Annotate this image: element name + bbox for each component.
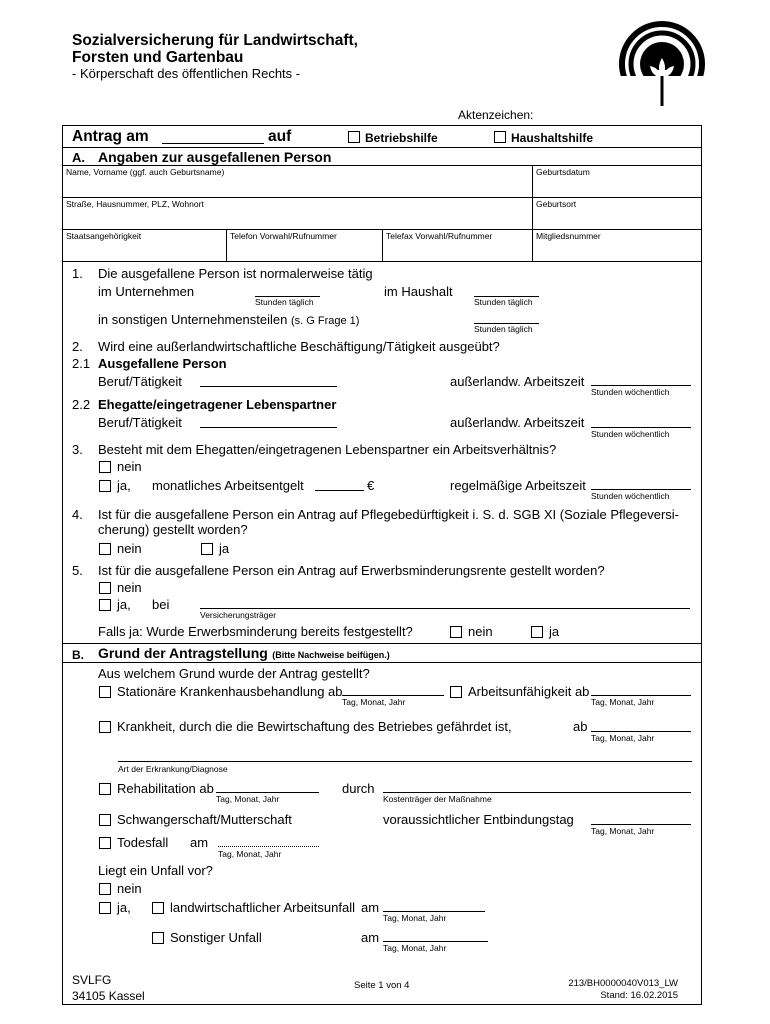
tag-monat-jahr-label: Tag, Monat, Jahr	[591, 733, 655, 743]
q22-number: 2.2	[72, 397, 91, 412]
q4-number: 4.	[72, 507, 83, 522]
q4-ja-checkbox[interactable]	[201, 543, 213, 555]
arbeitsunf-label: Arbeitsunfähigkeit ab	[468, 684, 590, 699]
sonst-unfall-date-field[interactable]	[383, 941, 488, 942]
q3-ja-label: ja,	[117, 478, 131, 493]
q4-ja-label: ja	[219, 541, 230, 556]
krankheit-checkbox[interactable]	[99, 721, 111, 733]
q21-arbeitszeit-label: außerlandw. Arbeitszeit	[450, 374, 585, 389]
telefon-field[interactable]	[226, 229, 382, 261]
section-a-letter: A.	[72, 150, 85, 165]
q1-sonstige-note: (s. G Frage 1)	[290, 315, 360, 327]
stunden-taeglich-label: Stunden täglich	[474, 297, 533, 307]
todesfall-checkbox[interactable]	[99, 837, 111, 849]
q3-nein-label: nein	[117, 459, 142, 474]
q5-falls-nein-label: nein	[468, 624, 493, 639]
entbindung-date-field[interactable]	[591, 824, 691, 825]
q5-ja-checkbox[interactable]	[99, 599, 111, 611]
name-field-label: Name, Vorname (ggf. auch Geburtsname)	[66, 167, 225, 177]
lw-unfall-label: landwirtschaftlicher Arbeitsunfall	[170, 900, 355, 915]
q3-regel-field[interactable]	[591, 489, 691, 490]
schwanger-checkbox[interactable]	[99, 814, 111, 826]
strasse-label: Straße, Hausnummer, PLZ, Wohnort	[66, 199, 204, 209]
unfall-ja-label: ja,	[117, 900, 131, 915]
mitglied-field[interactable]	[532, 229, 702, 261]
q5-falls-text: Falls ja: Wurde Erwerbsminderung bereits festgestellt?	[98, 624, 413, 639]
unfall-question: Liegt ein Unfall vor?	[98, 863, 213, 878]
q5-nein-checkbox[interactable]	[99, 582, 111, 594]
q21-heading: Ausgefallene Person	[98, 356, 227, 371]
q2-text: Wird eine außerlandwirtschaftliche Beschäftigung/Tätigkeit ausgeübt?	[98, 339, 500, 354]
todesfall-date-field[interactable]	[218, 846, 319, 847]
unfall-ja-checkbox[interactable]	[99, 902, 111, 914]
q5-nein-label: nein	[117, 580, 142, 595]
q3-text: Besteht mit dem Ehegatten/eingetragenen Lebenspartner ein Arbeitsverhältnis?	[98, 442, 557, 457]
tag-monat-jahr-label: Tag, Monat, Jahr	[216, 794, 280, 804]
telefax-field[interactable]	[382, 229, 532, 261]
q5-ja-label: ja,	[117, 597, 131, 612]
krankheit-date-field[interactable]	[591, 731, 691, 732]
schwanger-label: Schwangerschaft/Mutterschaft	[117, 812, 292, 827]
antrag-date-field[interactable]	[162, 143, 264, 144]
reha-label: Rehabilitation ab	[117, 781, 214, 796]
sonst-unfall-am-label: am	[361, 930, 380, 945]
q5-falls-ja-label: ja	[549, 624, 560, 639]
q5-bei-label: bei	[152, 597, 170, 612]
antrag-am-label: Antrag am	[72, 128, 149, 145]
q21-arbeitszeit-field[interactable]	[591, 385, 691, 386]
q22-heading: Ehegatte/eingetragener Lebenspartner	[98, 397, 337, 412]
q21-number: 2.1	[72, 356, 91, 371]
erkrankung-field[interactable]	[118, 761, 692, 762]
divider	[62, 643, 702, 644]
unfall-nein-label: nein	[117, 881, 142, 896]
q22-beruf-field[interactable]	[200, 427, 337, 428]
auf-label: auf	[268, 128, 292, 145]
q3-regel-label: regelmäßige Arbeitszeit	[450, 478, 586, 493]
tag-monat-jahr-label: Tag, Monat, Jahr	[591, 826, 655, 836]
entbindung-label: voraussichtlicher Entbindungstag	[383, 812, 574, 827]
section-b-letter: B.	[72, 648, 84, 662]
q1-sonstige-text: in sonstigen Unternehmensteilen	[98, 312, 288, 327]
q22-arbeitszeit-field[interactable]	[591, 427, 691, 428]
geburtsort-field[interactable]	[532, 197, 702, 229]
footer-city: 34105 Kassel	[72, 989, 145, 1003]
divider	[62, 147, 702, 148]
q22-arbeitszeit-label: außerlandw. Arbeitszeit	[450, 415, 585, 430]
stationaer-label: Stationäre Krankenhausbehandlung ab	[117, 684, 343, 699]
org-name-line2: Forsten und Gartenbau	[72, 49, 244, 66]
q5-falls-ja-checkbox[interactable]	[531, 626, 543, 638]
svlfg-logo-icon	[618, 20, 706, 108]
org-legal-form: - Körperschaft des öffentlichen Rechts -	[72, 66, 301, 81]
footer-org: SVLFG	[72, 973, 112, 987]
reha-checkbox[interactable]	[99, 783, 111, 795]
q22-beruf-label: Beruf/Tätigkeit	[98, 415, 182, 430]
betriebshilfe-label: Betriebshilfe	[365, 131, 438, 145]
divider	[62, 261, 702, 262]
q21-beruf-field[interactable]	[200, 386, 337, 387]
stunden-taeglich-label: Stunden täglich	[255, 297, 314, 307]
section-b-question: Aus welchem Grund wurde der Antrag gestellt?	[98, 666, 370, 681]
krankheit-label: Krankheit, durch die die Bewirtschaftung des Betriebes gefährdet ist,	[117, 719, 512, 734]
kostentraeger-field[interactable]	[383, 792, 691, 793]
footer-stand: Stand: 16.02.2015	[600, 990, 678, 1001]
q3-entgelt-label: monatliches Arbeitsentgelt	[152, 478, 304, 493]
geburtsdatum-label: Geburtsdatum	[536, 167, 590, 177]
tag-monat-jahr-label: Tag, Monat, Jahr	[383, 943, 447, 953]
krankheit-ab-label: ab	[573, 719, 588, 734]
versicherungstraeger-label: Versicherungsträger	[200, 610, 277, 620]
stunden-woechentlich-label: Stunden wöchentlich	[591, 491, 670, 501]
q5-number: 5.	[72, 563, 83, 578]
telefax-label: Telefax Vorwahl/Rufnummer	[386, 231, 493, 241]
stunden-woechentlich-label: Stunden wöchentlich	[591, 387, 670, 397]
todesfall-label: Todesfall	[117, 835, 169, 850]
q1-text: Die ausgefallene Person ist normalerweise tätig	[98, 266, 373, 281]
unfall-nein-checkbox[interactable]	[99, 883, 111, 895]
q5-falls-nein-checkbox[interactable]	[450, 626, 462, 638]
erkrankung-label: Art der Erkrankung/Diagnose	[118, 764, 228, 774]
geburtsdatum-field[interactable]	[532, 165, 702, 197]
q5-traeger-field[interactable]	[200, 608, 690, 609]
stunden-taeglich-label: Stunden täglich	[474, 324, 533, 334]
q3-entgelt-field[interactable]	[315, 490, 364, 491]
haushaltshilfe-label: Haushaltshilfe	[511, 131, 594, 145]
haushaltshilfe-checkbox[interactable]	[494, 131, 506, 143]
sonst-unfall-checkbox[interactable]	[152, 932, 164, 944]
q4-text-line1: Ist für die ausgefallene Person ein Antrag auf Pflegebedürftigkeit i. S. d. SGB XI (Soziale Pflegeversi-	[98, 507, 679, 522]
arbeitsunf-date-field[interactable]	[591, 695, 691, 696]
q1-sonstige-label	[98, 312, 359, 327]
divider	[62, 662, 702, 663]
q4-nein-checkbox[interactable]	[99, 543, 111, 555]
footer-page: Seite 1 von 4	[354, 980, 410, 991]
staat-field[interactable]	[62, 229, 226, 261]
lw-unfall-checkbox[interactable]	[152, 902, 164, 914]
org-name-line1: Sozialversicherung für Landwirtschaft,	[72, 32, 358, 49]
durch-label: durch	[342, 781, 375, 796]
tag-monat-jahr-label: Tag, Monat, Jahr	[591, 697, 655, 707]
lw-unfall-am-label: am	[361, 900, 380, 915]
section-a-heading: Angaben zur ausgefallenen Person	[98, 149, 332, 165]
q1-number: 1.	[72, 266, 83, 281]
kostentraeger-label: Kostenträger der Maßnahme	[383, 794, 492, 804]
q2-number: 2.	[72, 339, 83, 354]
betriebshilfe-checkbox[interactable]	[348, 131, 360, 143]
staat-label: Staatsangehörigkeit	[66, 231, 142, 241]
tag-monat-jahr-label: Tag, Monat, Jahr	[218, 849, 282, 859]
reha-date-field[interactable]	[216, 792, 319, 793]
section-b-note: (Bitte Nachweise beifügen.)	[272, 650, 390, 660]
q3-number: 3.	[72, 442, 83, 457]
stationaer-checkbox[interactable]	[99, 686, 111, 698]
geburtsort-label: Geburtsort	[536, 199, 577, 209]
q5-text: Ist für die ausgefallene Person ein Antrag auf Erwerbsminderungsrente gestellt worden?	[98, 563, 605, 578]
name-field[interactable]	[62, 165, 532, 197]
q4-text-line2: cherung) gestellt worden?	[98, 522, 248, 537]
strasse-field[interactable]	[62, 197, 532, 229]
aktenzeichen-label: Aktenzeichen:	[458, 108, 534, 122]
q21-beruf-label: Beruf/Tätigkeit	[98, 374, 182, 389]
arbeitsunf-checkbox[interactable]	[450, 686, 462, 698]
q1-haushalt-label: im Haushalt	[384, 284, 453, 299]
q4-nein-label: nein	[117, 541, 142, 556]
tag-monat-jahr-label: Tag, Monat, Jahr	[383, 913, 447, 923]
footer-code: 213/BH0000040V013_LW	[568, 978, 678, 989]
stunden-woechentlich-label: Stunden wöchentlich	[591, 429, 670, 439]
lw-unfall-date-field[interactable]	[383, 911, 485, 912]
q3-ja-checkbox[interactable]	[99, 480, 111, 492]
section-b-heading: Grund der Antragstellung	[98, 645, 268, 661]
tag-monat-jahr-label: Tag, Monat, Jahr	[342, 697, 406, 707]
q3-euro-symbol: €	[367, 478, 375, 493]
q1-unternehmen-label: im Unternehmen	[98, 284, 195, 299]
stationaer-date-field[interactable]	[342, 695, 444, 696]
sonst-unfall-label: Sonstiger Unfall	[170, 930, 262, 945]
telefon-label: Telefon Vorwahl/Rufnummer	[230, 231, 337, 241]
q3-nein-checkbox[interactable]	[99, 461, 111, 473]
mitglied-label: Mitgliedsnummer	[536, 231, 601, 241]
todesfall-am-label: am	[190, 835, 209, 850]
